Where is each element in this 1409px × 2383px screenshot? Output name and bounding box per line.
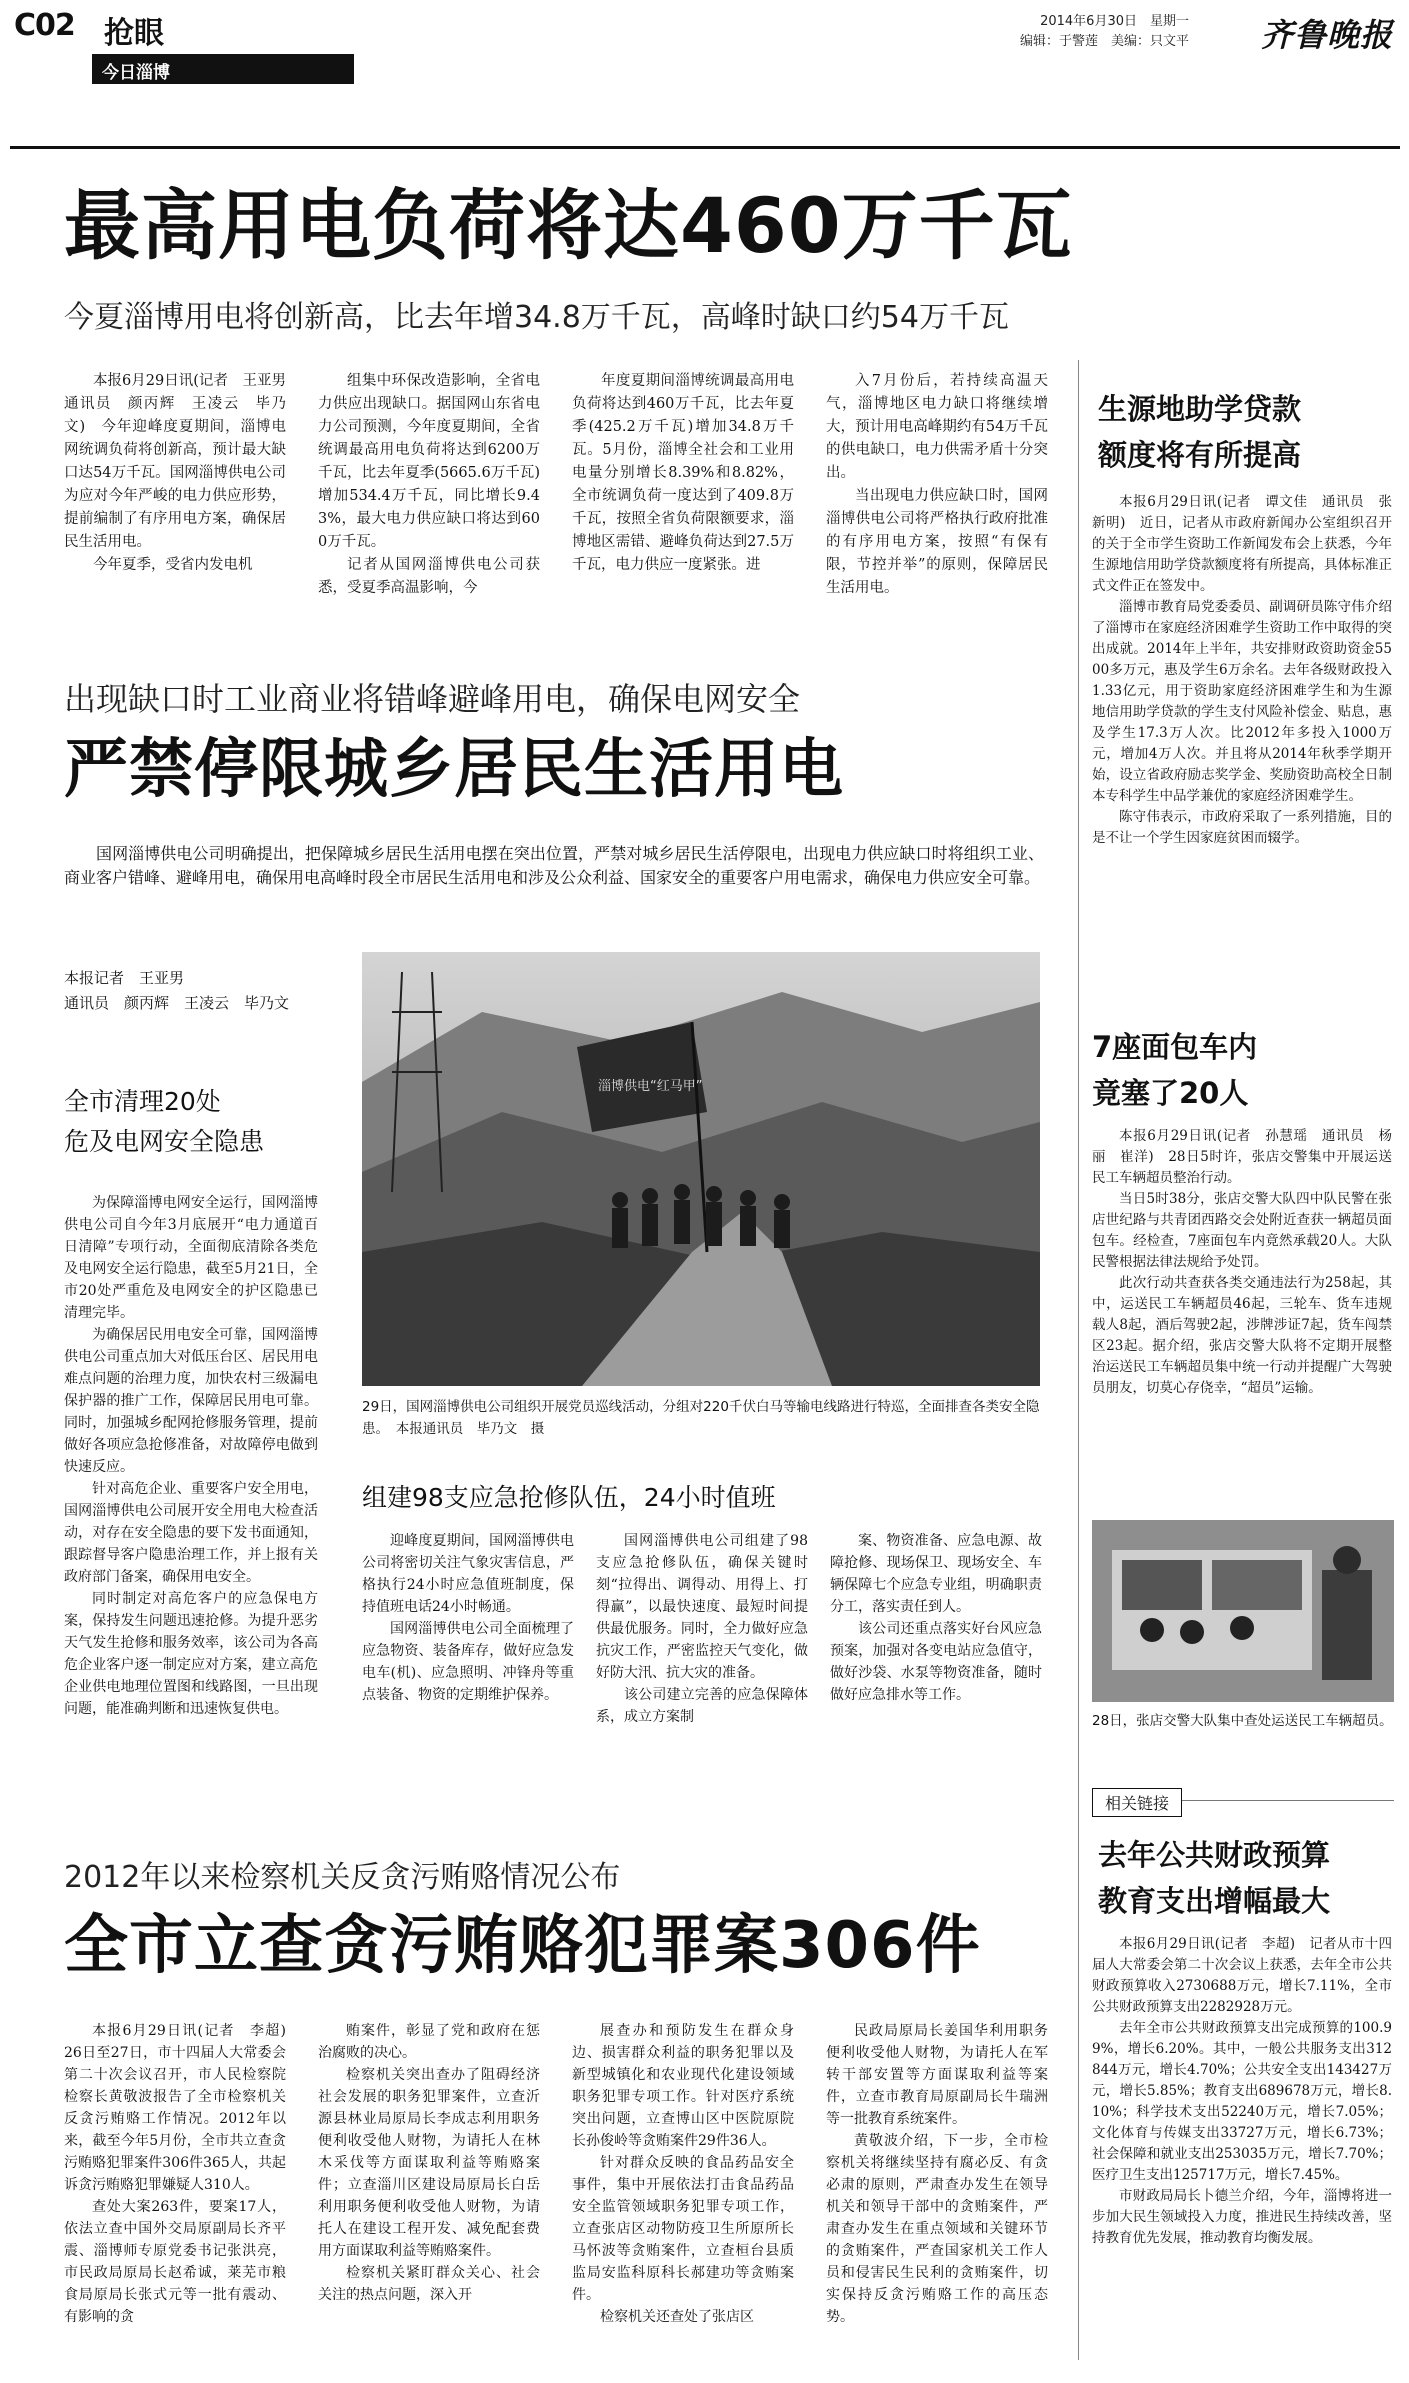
news-photo-line-patrol <box>362 952 1040 1386</box>
sidebar-story1-headline <box>1098 386 1398 478</box>
sidebar-divider <box>1078 360 1079 2360</box>
article1-column-4 <box>826 370 1048 610</box>
paragraph: 同时制定对高危客户的应急保电方案，保持发生问题迅速抢修。为提升恶劣天气发生抢修和服务效率，该公司为各高危企业客户逐一制定应对方案，建立高危企业供电地理位置图和线路图，一旦出现问题，能准确判断和迅速恢复供电。 <box>64 1591 318 1717</box>
paragraph: 当出现电力供应缺口时，国网淄博供电公司将严格执行政府批准的有序用电方案，按照“有保有限，节控并举”的原则，保障居民生活用电。 <box>826 488 1048 596</box>
photo-caption: 29日，国网淄博供电公司组织开展党员巡线活动，分组对220千伏白马等输电线路进行特巡，全面排查各类安全隐患。 本报通讯员 毕乃文 摄 <box>362 1399 1040 1437</box>
editor-credits: 编辑：于警莲 美编：只文平 <box>1019 34 1189 49</box>
article2-section-head <box>64 1082 334 1162</box>
sidebar-story1-body <box>1092 492 1392 992</box>
paragraph: 针对高危企业、重要客户安全用电，国网淄博供电公司展开安全用电大检查活动，对存在安全隐患的要下发书面通知，跟踪督导客户隐患治理工作，并上报有关政府部门备案，确保用电安全。 <box>64 1481 318 1585</box>
sidebar-photo-van <box>1092 1520 1394 1702</box>
header-divider <box>10 146 1400 149</box>
article3-kicker: 2012年以来检察机关反贪污贿赂情况公布 <box>64 1860 621 1895</box>
article2-column-c <box>830 1530 1042 1792</box>
section-head-line2: 危及电网安全隐患 <box>64 1127 265 1156</box>
byline-correspondents: 通讯员 颜丙辉 王凌云 毕乃文 <box>64 994 290 1012</box>
related-links-label: 相关链接 <box>1092 1788 1182 1817</box>
sidebar-photo-caption: 28日，张店交警大队集中查处运送民工车辆超员。 <box>1092 1713 1393 1729</box>
paragraph: 本报6月29日讯(记者 王亚男 通讯员 颜丙辉 王凌云 毕乃文) 今年迎峰度夏期间，淄博电网统调负荷将创新高，预计最大缺口达54万千瓦。国网淄博供电公司为应对今年严峻的电力供应形势，提前编制了有序用电方案，确保居民生活用电。 <box>64 373 301 550</box>
paragraph: 迎峰度夏期间，国网淄博供电公司将密切关注气象灾害信息，严格执行24小时应急值班制度，保持值班电话24小时畅通。 <box>362 1533 574 1615</box>
paragraph: 国网淄博供电公司全面梳理了应急物资、装备库存，做好应急发电车(机)、应急照明、冲锋舟等重点装备、物资的定期维护保养。 <box>362 1621 574 1703</box>
photo-illustration <box>1092 1520 1394 1702</box>
article3-headline: 全市立查贪污贿赂犯罪案306件 <box>64 1909 981 1983</box>
page-number: C02 <box>14 8 75 43</box>
lead-paragraph: 国网淄博供电公司明确提出，把保障城乡居民生活用电摆在突出位置，严禁对城乡居民生活停限电，出现电力供应缺口时将组织工业、商业客户错峰、避峰用电，确保用电高峰时段全市居民生活用电和涉及公众利益、国家安全的重要客户用电需求，确保电力供应安全可靠。 <box>64 844 1044 887</box>
photo-illustration <box>362 952 1040 1386</box>
section-head-line1: 全市清理20处 <box>64 1087 221 1116</box>
article2-lead <box>64 842 1044 938</box>
article2-left-column <box>64 1192 318 1792</box>
paragraph: 去年全市公共财政预算支出完成预算的100.99%，增长6.20%。其中，一般公共服务支出312844万元，增长4.70%；公共安全支出143427万元，增长5.85%；教育支出689678万元，增长8.10%；科学技术支出52240万元，增长7.05%；文化体育与传媒支出33727万元，增长6.73%；社会保障和就业支出253035万元，增长7.70%；医疗卫生支出125717万元，增长7.45%。 <box>1092 2020 1392 2183</box>
headline-line1: 去年公共财政预算 <box>1098 1838 1331 1872</box>
article1-column-1 <box>64 370 301 610</box>
article1-subheadline: 今夏淄博用电将创新高，比去年增34.8万千瓦，高峰时缺口约54万千瓦 <box>64 300 1009 335</box>
headline-line2: 教育支出增幅最大 <box>1098 1884 1331 1918</box>
paragraph: 为保障淄博电网安全运行，国网淄博供电公司自今年3月底展开“电力通道百日清障”专项行动，全面彻底清除各类危及电网安全运行隐患，截至5月21日，全市20处严重危及电网安全的护区隐患已清理完毕。 <box>64 1195 318 1321</box>
sidebar-story3-body <box>1092 1934 1392 2374</box>
paragraph: 本报6月29日讯(记者 李超) 记者从市十四届人大常委会第二十次会议上获悉，去年全市公共财政预算收入2730688万元，增长7.11%，全市公共财政预算支出2282928万元。 <box>1092 1936 1392 2015</box>
paragraph: 为确保居民用电安全可靠，国网淄博供电公司重点加大对低压台区、居民用电难点问题的治理力度，加快农村三级漏电保护器的推广工作，保障居民用电可靠。同时，加强城乡配网抢修服务管理，提前做好各项应急抢修准备，对故障停电做到快速反应。 <box>64 1327 318 1475</box>
article3-column-4 <box>826 2020 1048 2370</box>
article1-headline: 最高用电负荷将达460万千瓦 <box>64 181 1073 270</box>
paragraph: 本报6月29日讯(记者 李超) 26日至27日，市十四届人大常委会第二十次会议召开，市人民检察院检察长黄敬波报告了全市检察机关反贪污贿赂工作情况。2012年以来，截至今年5月份，全市共立查贪污贿赂犯罪案件306件365人，共起诉贪污贿赂犯罪嫌疑人310人。 <box>64 2023 300 2193</box>
paragraph: 展查办和预防发生在群众身边、损害群众利益的职务犯罪以及新型城镇化和农业现代化建设领域职务犯罪专项工作。针对医疗系统突出问题，立查博山区中医院原院长孙俊岭等贪贿案件29件36人。 <box>572 2023 794 2149</box>
paragraph: 检察机关还查处了张店区 <box>600 2309 754 2325</box>
headline-line1: 生源地助学贷款 <box>1098 392 1302 426</box>
sidebar-story2-body <box>1092 1126 1392 1510</box>
paragraph: 入7月份后，若持续高温天气，淄博地区电力缺口将继续增大，预计用电高峰期约有54万千瓦的供电缺口，电力供需矛盾十分突出。 <box>826 373 1048 481</box>
paragraph: 民政局原局长姜国华利用职务便利收受他人财物，为请托人在军转干部安置等方面谋取利益等案件，立查市教育局原副局长牛瑞洲等一批教育系统案件。 <box>826 2023 1048 2127</box>
section-title: 抢眼 <box>104 16 164 51</box>
paragraph: 今年夏季，受省内发电机 <box>93 557 253 573</box>
article3-column-2 <box>318 2020 540 2370</box>
newspaper-logo: 齐鲁晚报 <box>1260 16 1393 54</box>
paragraph: 该公司建立完善的应急保障体系，成立方案制 <box>596 1687 808 1725</box>
paragraph: 记者从国网淄博供电公司获悉，受夏季高温影响，今 <box>318 557 540 596</box>
paragraph: 黄敬波介绍，下一步，全市检察机关将继续坚持有腐必反、有贪必肃的原则，严肃查办发生在领导机关和领导干部中的贪贿案件，严肃查办发生在重点领域和关键环节的贪贿案件，严查国家机关工作人员和侵害民生民利的贪贿案件，切实保持反贪污贿赂工作的高压态势。 <box>826 2133 1048 2325</box>
paragraph: 陈守伟表示，市政府采取了一系列措施，目的是不让一个学生因家庭贫困而辍学。 <box>1092 809 1392 846</box>
paragraph: 当日5时38分，张店交警大队四中队民警在张店世纪路与共青团西路交会处附近查获一辆超员面包车。经检查，7座面包车内竟然承载20人。大队民警根据法律法规给予处罚。 <box>1092 1191 1392 1270</box>
article1-column-3 <box>572 370 794 610</box>
paragraph: 本报6月29日讯(记者 谭文佳 通讯员 张新明) 近日，记者从市政府新闻办公室组织召开的关于全市学生资助工作新闻发布会上获悉，今年生源地信用助学贷款额度将有所提高，具体标准正式文件正在签发中。 <box>1092 494 1392 594</box>
headline-line2: 竟塞了20人 <box>1092 1076 1249 1110</box>
paragraph: 贿案件，彰显了党和政府在惩治腐败的决心。 <box>318 2023 540 2061</box>
paragraph: 该公司还重点落实好台风应急预案，加强对各变电站应急值守，做好沙袋、水泵等物资准备，随时做好应急排水等工作。 <box>830 1621 1042 1703</box>
headline-line1: 7座面包车内 <box>1092 1030 1258 1064</box>
paragraph: 年度夏期间淄博统调最高用电负荷将达到460万千瓦，比去年夏季(425.2万千瓦)增加34.8万千瓦。5月份，淄博全社会和工业用电量分别增长8.39%和8.82%，全市统调负荷一度达到了409.8万千瓦，按照全省负荷限额要求，淄博地区需错、避峰负荷达到27.5万千瓦，电力供应一度紧张。进 <box>572 373 794 573</box>
article2-headline: 严禁停限城乡居民生活用电 <box>64 733 844 807</box>
article3-column-3 <box>572 2020 794 2370</box>
article2-column-b <box>596 1530 808 1792</box>
paragraph: 淄博市教育局党委委员、副调研员陈守伟介绍了淄博市在家庭经济困难学生资助工作中取得的突出成就。2014年上半年，共安排财政资助资金5500多万元，惠及学生6万余名。去年各级财政投入1.33亿元，用于资助家庭经济困难学生和为生源地信用助学贷款的学生支付风险补偿金、贴息，惠及学生17.3万人次。比2012年多投入1000万元，增加4万人次。并且将从2014年秋季学期开始，设立省政府励志奖学金、奖励资助高校全日制本专科学生中品学兼优的家庭经济困难学生。 <box>1092 599 1392 804</box>
paragraph: 市财政局局长卜德兰介绍，今年，淄博将进一步加大民生领域投入力度，推进民生持续改善，坚持教育优先发展，推动教育均衡发展。 <box>1092 2188 1392 2246</box>
paragraph: 案、物资准备、应急电源、故障抢修、现场保卫、现场安全、车辆保障七个应急专业组，明确职责分工，落实责任到人。 <box>830 1533 1042 1615</box>
headline-line2: 额度将有所提高 <box>1098 438 1302 472</box>
header-info <box>1020 12 1189 52</box>
byline-reporter: 本报记者 王亚男 <box>64 969 185 987</box>
article2-subhead: 组建98支应急抢修队伍，24小时值班 <box>362 1483 776 1512</box>
article2-byline <box>64 966 334 1016</box>
flag-text: 淄博供电“红马甲” <box>598 1079 703 1094</box>
paragraph: 查处大案263件，要案17人，依法立查中国外交局原副局长齐平震、淄博师专原党委书记张洪亮，市民政局原局长赵希诚，莱芜市粮食局原局长张式元等一批有震动、有影响的贪 <box>64 2199 286 2325</box>
paragraph: 组集中环保改造影响，全省电力供应出现缺口。据国网山东省电力公司预测，今年度夏期间，全省统调最高用电负荷将达到6200万千瓦，比去年夏季(5665.6万千瓦)增加534.4万千瓦，同比增长9.43%，最大电力供应缺口将达到600万千瓦。 <box>318 373 540 550</box>
article1-column-2 <box>318 370 540 610</box>
article2-kicker: 出现缺口时工业商业将错峰避峰用电，确保电网安全 <box>64 680 801 718</box>
sidebar-story3-headline <box>1098 1832 1398 1924</box>
paragraph: 检察机关紧盯群众关心、社会关注的热点问题，深入开 <box>318 2265 540 2303</box>
sidebar-story2-headline <box>1092 1024 1392 1116</box>
paragraph: 针对群众反映的食品药品安全事件，集中开展依法打击食品药品安全监管领域职务犯罪专项工作，立查张店区动物防疫卫生所原所长马怀波等贪贿案件，立查桓台县质监局安监科原科长郝建功等贪贿案件。 <box>572 2155 794 2303</box>
article3-column-1 <box>64 2020 300 2370</box>
paragraph: 国网淄博供电公司组建了98支应急抢修队伍，确保关键时刻“拉得出、调得动、用得上、打得赢”，以最快速度、最短时间提供最优服务。同时，全力做好应急抗灾工作，严密监控天气变化，做好防大汛、抗大灾的准备。 <box>596 1533 808 1681</box>
subsection-label: 今日淄博 <box>92 54 354 84</box>
paragraph: 此次行动共查获各类交通违法行为258起，其中，运送民工车辆超员46起，三轮车、货车违规载人8起，酒后驾驶2起，涉牌涉证7起，货车闯禁区23起。据介绍，张店交警大队将不定期开展整治运送民工车辆超员集中统一行动并提醒广大驾驶员朋友，切莫心存侥幸，“超员”运输。 <box>1092 1275 1392 1396</box>
issue-date: 2014年6月30日 星期一 <box>1040 14 1189 29</box>
article2-column-a <box>362 1530 574 1792</box>
paragraph: 本报6月29日讯(记者 孙慧瑶 通讯员 杨丽 崔洋) 28日5时许，张店交警集中开展运送民工车辆超员整治行动。 <box>1092 1128 1392 1186</box>
paragraph: 检察机关突出查办了阻碍经济社会发展的职务犯罪案件，立查沂源县林业局原局长李成志利用职务便利收受他人财物，为请托人在林木采伐等方面谋取利益等贿赂案件；立查淄川区建设局原局长白岳利用职务便利收受他人财物，为请托人在建设工程开发、减免配套费用方面谋取利益等贿赂案件。 <box>318 2067 540 2259</box>
